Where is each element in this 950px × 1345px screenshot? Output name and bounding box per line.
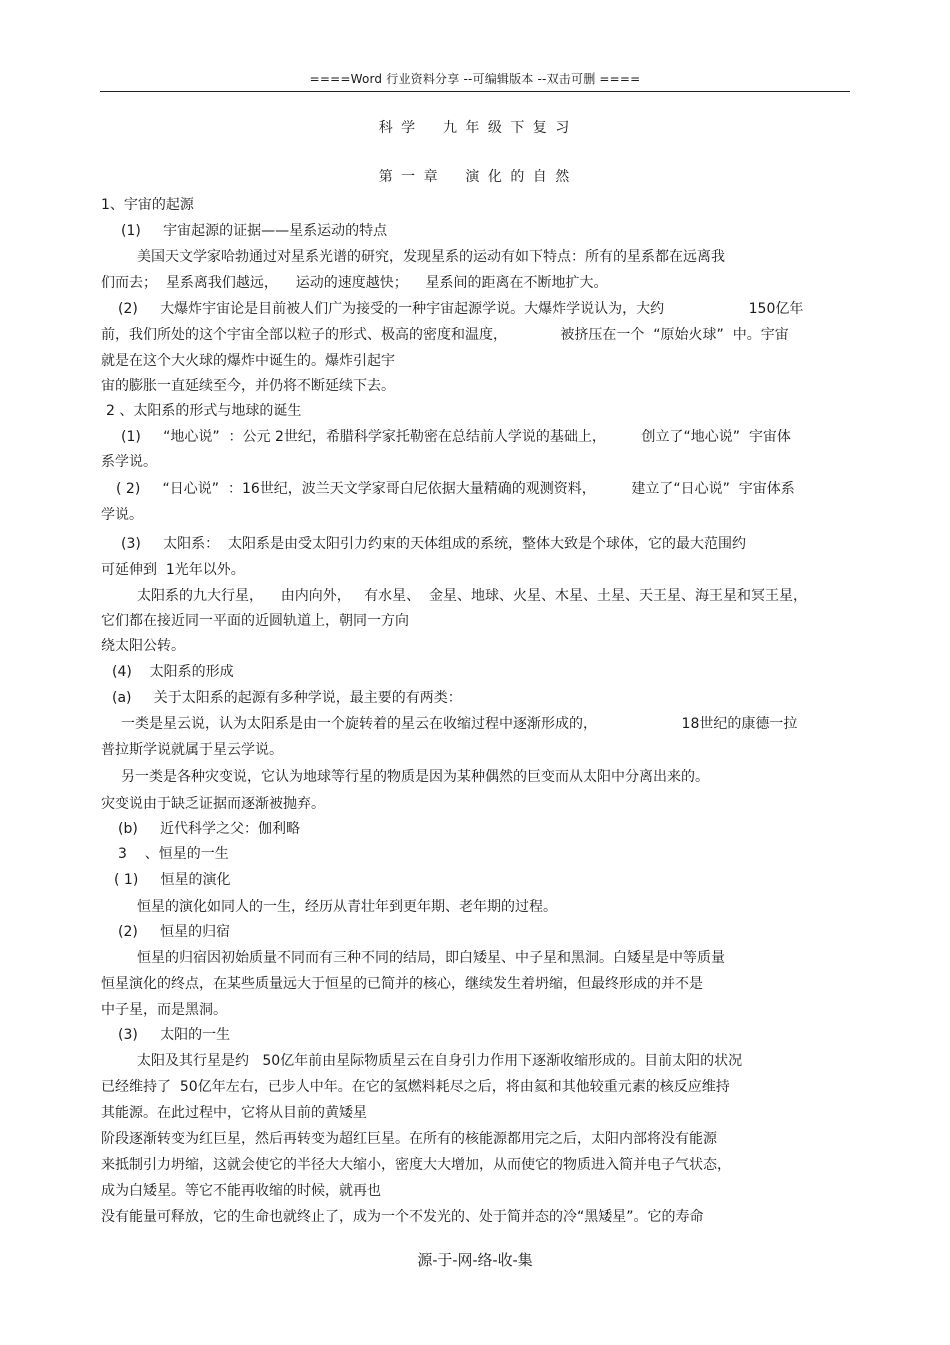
paragraph-line: 中子星，而是黑洞。 [101, 1002, 227, 1018]
header-rule [100, 91, 850, 92]
paragraph-line: 前，我们所处的这个宇宙全部以粒子的形式、极高的密度和温度， 被挤压在一个 “原始火球” 中。宇宙 [101, 327, 789, 343]
sub-heading: (b) 近代科学之父：伽利略 [118, 821, 301, 837]
sub-heading: (3) 太阳的一生 [118, 1027, 231, 1043]
paragraph-line: 宙的膨胀一直延续至今，并仍将不断延续下去。 [101, 378, 395, 394]
paragraph-line: 恒星的演化如同人的一生，经历从青壮年到更年期、老年期的过程。 [137, 899, 557, 915]
sub-heading: (a) 关于太阳系的起源有多种学说，最主要的有两类： [112, 690, 462, 706]
sub-heading: (4) 太阳系的形成 [112, 664, 234, 680]
chapter-title: 第 一 章 演 化 的 自 然 [378, 169, 572, 185]
paragraph-line: 太阳系的九大行星， 由内向外， 有水星、 金星、地球、火星、木星、土星、天王星、海王星和冥王星， [137, 588, 808, 604]
paragraph-line: 就是在这个大火球的爆炸中诞生的。爆炸引起宇 [101, 353, 395, 369]
paragraph-line: 没有能量可释放，它的生命也就终止了，成为一个不发光的、处于简并态的冷“黑矮星”。它的寿命 [101, 1209, 704, 1225]
sub-heading: ( 1) 恒星的演化 [114, 872, 231, 888]
paragraph-line: 一类是星云说，认为太阳系是由一个旋转着的星云在收缩过程中逐渐形成的， 18世纪的康德一拉 [121, 716, 798, 732]
paragraph-line: (1) “地心说” ：公元 2世纪，希腊科学家托勒密在总结前人学说的基础上， 创立了“地心说” 宇宙体 [121, 429, 791, 445]
paragraph-line: 们而去； 星系离我们越远， 运动的速度越快； 星系间的距离在不断地扩大。 [101, 275, 608, 291]
section-heading: 3 、恒星的一生 [118, 846, 229, 862]
paragraph-line: 成为白矮星。等它不能再收缩的时候，就再也 [101, 1183, 381, 1199]
paragraph-line: 美国天文学家哈勃通过对星系光谱的研究，发现星系的运动有如下特点：所有的星系都在远离我 [137, 249, 725, 265]
paragraph-line: 另一类是各种灾变说，它认为地球等行星的物质是因为某种偶然的巨变而从太阳中分离出来的。 [121, 769, 709, 785]
paragraph-line: (2) 大爆炸宇宙论是目前被人们广为接受的一种宇宙起源学说。大爆炸学说认为，大约 150亿年 [118, 301, 804, 317]
paragraph-line: 太阳及其行星是约 50亿年前由星际物质星云在自身引力作用下逐渐收缩形成的。目前太阳的状况 [137, 1053, 743, 1069]
sub-heading: (2) 恒星的归宿 [118, 924, 231, 940]
paragraph-line: 可延伸到 1光年以外。 [101, 562, 245, 578]
paragraph-line: 它们都在接近同一平面的近圆轨道上，朝同一方向 [101, 613, 409, 629]
paragraph-line: 绕太阳公转。 [101, 638, 185, 654]
paragraph-line: 阶段逐渐转变为红巨星，然后再转变为超红巨星。在所有的核能源都用完之后，太阳内部将没有能源 [101, 1131, 717, 1147]
paragraph-line: 其能源。在此过程中，它将从目前的黄矮星 [101, 1105, 367, 1121]
paragraph-line: 普拉斯学说就属于星云学说。 [101, 742, 283, 758]
paragraph-line: 恒星演化的终点，在某些质量远大于恒星的已简并的核心，继续发生着坍缩，但最终形成的并不是 [101, 976, 703, 992]
paragraph-line: 灾变说由于缺乏证据而逐渐被抛弃。 [101, 796, 325, 812]
paragraph-line: 系学说。 [101, 454, 157, 470]
paragraph-line: (3) 太阳系： 太阳系是由受太阳引力约束的天体组成的系统，整体大致是个球体，它的最大范围约 [121, 536, 746, 552]
sub-heading: (1) 宇宙起源的证据——星系运动的特点 [121, 223, 388, 239]
page-footer: 源-于-网-络-收-集 [417, 1251, 533, 1269]
page-header: ====Word 行业资料分享 --可编辑版本 --双击可删 ==== [309, 72, 641, 86]
section-heading: 1、宇宙的起源 [101, 197, 194, 213]
paragraph-line: 学说。 [101, 507, 143, 523]
paragraph-line: ( 2) “日心说” ：16世纪，波兰天文学家哥白尼依据大量精确的观测资料， 建立了“日心说” 宇宙体系 [116, 481, 795, 497]
paragraph-line: 已经维持了 50亿年左右，已步人中年。在它的氢燃料耗尽之后，将由氦和其他较重元素的核反应维持 [101, 1079, 730, 1095]
section-heading: 2 、太阳系的形式与地球的诞生 [106, 403, 302, 419]
main-title: 科 学 九 年 级 下 复 习 [378, 120, 572, 136]
paragraph-line: 恒星的归宿因初始质量不同而有三种不同的结局，即白矮星、中子星和黑洞。白矮星是中等质量 [137, 950, 725, 966]
paragraph-line: 来抵制引力坍缩，这就会使它的半径大大缩小，密度大大增加，从而使它的物质进入简并电子气状态， [101, 1157, 731, 1173]
